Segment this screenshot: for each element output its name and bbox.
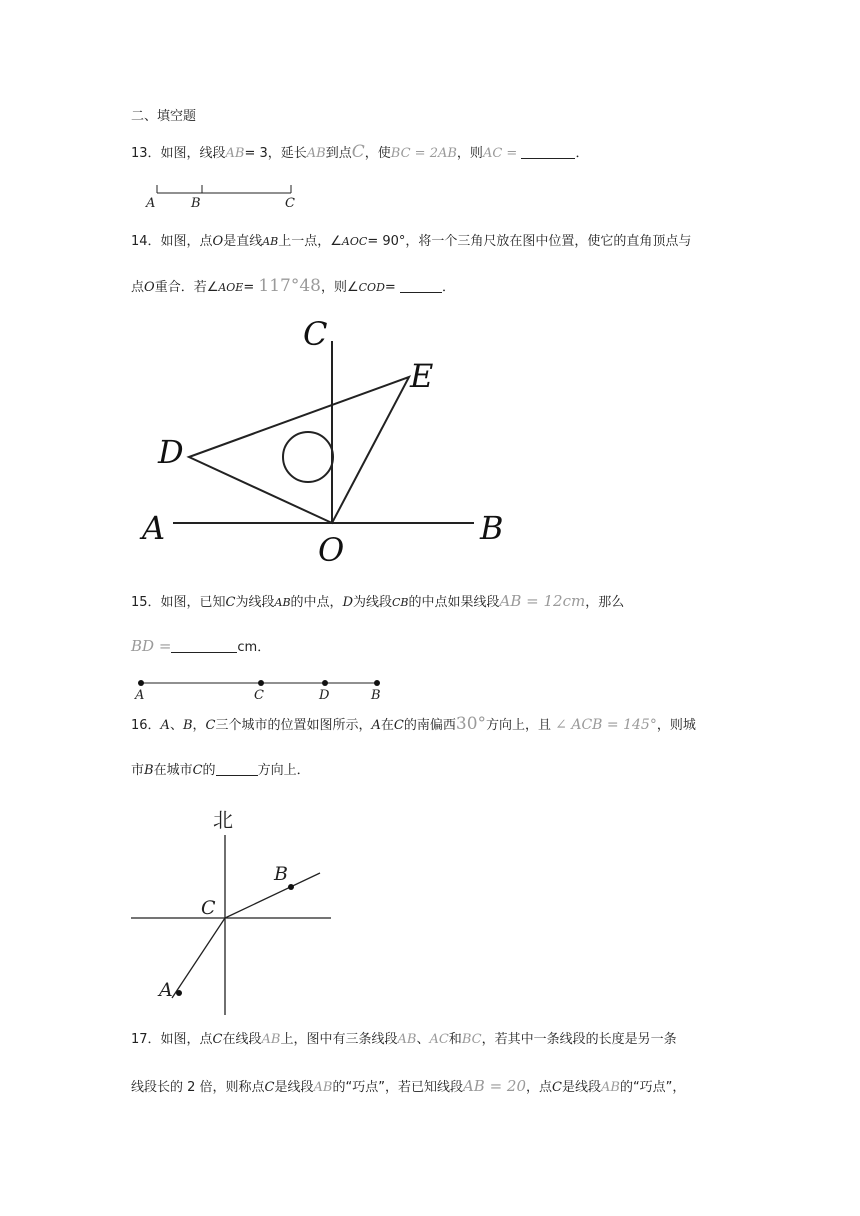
q16-a: A <box>160 718 170 733</box>
q17-ab2: AB <box>397 1032 417 1047</box>
q15-c: C <box>225 595 236 610</box>
q16-text-g: 市 <box>131 763 145 778</box>
q15-bd-eq: BD = <box>131 637 172 655</box>
q17-bc: BC <box>461 1032 482 1047</box>
q17-text-f: 是线段 <box>274 1080 314 1095</box>
q14-text-a: 14．如图，点 <box>131 234 213 249</box>
q14-text-e: 点 <box>131 280 145 295</box>
q14-label-b: B <box>480 509 504 547</box>
q16-label-c: C <box>201 897 216 919</box>
q14-text-b: 是直线 <box>223 234 263 249</box>
q16-acb-eq: ∠ ACB = 145° <box>555 717 657 733</box>
q17-ac: AC <box>429 1032 449 1047</box>
q16-text-a: 16． <box>131 718 161 733</box>
q17-text-j: 的“巧点”， <box>619 1080 686 1095</box>
q16-text-c: 在 <box>380 718 394 733</box>
q16-label-a: A <box>159 979 173 1001</box>
q15-text-b: 为线段 <box>235 595 275 610</box>
q17-text-g: 的“巧点”，若已知线段 <box>332 1080 463 1095</box>
q17-text-e: 线段长的 2 倍，则称点 <box>131 1080 265 1095</box>
q13-ac-eq: AC = <box>482 146 518 161</box>
q15-ab: AB <box>274 596 291 609</box>
q16-a2: A <box>371 718 381 733</box>
q17-ab4: AB <box>600 1080 620 1095</box>
q14-ab: AB <box>262 235 279 248</box>
q16-text-h: 在城市 <box>153 763 193 778</box>
q13-ab2: AB <box>306 146 326 161</box>
q13-num: 13．如图，线段 <box>131 146 226 161</box>
q16-label-north: 北 <box>213 808 233 832</box>
q16-text-i: 的 <box>202 763 216 778</box>
q14-text-c: 上一点，∠ <box>278 234 342 249</box>
q15-cb: CB <box>392 596 409 609</box>
q14-end: ． <box>441 280 455 295</box>
q16-sep2: ， <box>192 718 206 733</box>
q16-c: C <box>205 718 216 733</box>
q17-c2: C <box>264 1080 275 1095</box>
q13-eq3: = 3，延长 <box>244 146 307 161</box>
q15-unit: cm． <box>237 640 271 655</box>
q16-b2: B <box>144 763 154 778</box>
q13-label-b: B <box>191 196 201 211</box>
q13-then: ，则 <box>456 146 483 161</box>
q17-c3: C <box>552 1080 562 1095</box>
q14-text-d: = 90°，将一个三角尺放在图中位置，使它的直角顶点与 <box>367 234 692 249</box>
q14-label-d: D <box>158 433 184 471</box>
q14-text-i: = <box>384 280 396 295</box>
q13-label-a: A <box>146 196 156 211</box>
q13-so: ，使 <box>364 146 391 161</box>
q17-text-h: ，点 <box>526 1080 553 1095</box>
q14-angle-value: 117°48 <box>258 276 321 296</box>
q14-aoc: AOC <box>341 235 368 248</box>
q15-label-b: B <box>371 688 381 703</box>
q13-c: C <box>351 142 365 162</box>
q14-cod: COD <box>358 281 385 294</box>
q17-text-b: 在线段 <box>222 1032 262 1047</box>
q13-ab: AB <box>225 146 245 161</box>
q17-line2 <box>131 1077 685 1097</box>
q17-ab-eq: AB = 20 <box>462 1077 526 1095</box>
q17-and: 和 <box>448 1032 462 1047</box>
q17-sep: 、 <box>416 1032 430 1047</box>
q17-line1 <box>131 1031 677 1049</box>
q14-o: O <box>212 234 224 249</box>
q16-text-b: 三个城市的位置如图所示， <box>215 718 372 733</box>
q16-text-j: 方向上． <box>257 763 310 778</box>
q17-text-c: 上，图中有三条线段 <box>280 1032 398 1047</box>
q17-ab3: AB <box>313 1080 333 1095</box>
q15-label-a: A <box>135 688 145 703</box>
q15-text-c: 的中点， <box>290 595 343 610</box>
q15-text-a: 15．如图，已知 <box>131 595 226 610</box>
q16-text-d: 的南偏西 <box>403 718 456 733</box>
q16-c3: C <box>192 763 203 778</box>
q16-b: B <box>182 718 193 733</box>
q17-text-i: 是线段 <box>561 1080 601 1095</box>
q14-label-o: O <box>318 531 345 569</box>
q16-text-f: ，则城 <box>656 718 696 733</box>
q14-label-e: E <box>410 357 434 395</box>
q17-text-a: 17．如图，点 <box>131 1032 213 1047</box>
q14-label-a: A <box>142 509 166 547</box>
q17-c: C <box>212 1032 223 1047</box>
q15-text-e: 的中点如果线段 <box>408 595 500 610</box>
q16-deg30: 30° <box>455 714 487 734</box>
q16-c2: C <box>393 718 404 733</box>
q15-label-d: D <box>319 688 330 703</box>
q14-text-h: ，则∠ <box>320 280 359 295</box>
section-title: 二、填空题 <box>131 109 197 124</box>
q15-label-c: C <box>254 688 264 703</box>
q14-aoe: AOE <box>218 281 244 294</box>
q16-text-e: 方向上，且 <box>486 718 552 733</box>
q17-text-d: ，若其中一条线段的长度是另一条 <box>481 1032 677 1047</box>
q15-text-f: ，那么 <box>585 595 625 610</box>
q15-ab-eq: AB = 12cm <box>499 592 586 610</box>
q13-label-c: C <box>285 196 295 211</box>
q13-end: ． <box>575 146 589 161</box>
q17-ab: AB <box>261 1032 281 1047</box>
q14-text-g: = <box>243 280 255 295</box>
q14-o2: O <box>144 280 155 295</box>
q14-label-c: C <box>303 315 328 353</box>
q13-bc-eq: BC = 2AB <box>390 146 457 161</box>
q16-sep1: 、 <box>169 718 183 733</box>
q15-d: D <box>342 595 353 610</box>
q13-to: 到点 <box>325 146 352 161</box>
q16-label-b: B <box>274 863 288 885</box>
q15-text-d: 为线段 <box>353 595 393 610</box>
q14-text-f: 重合．若∠ <box>154 280 219 295</box>
